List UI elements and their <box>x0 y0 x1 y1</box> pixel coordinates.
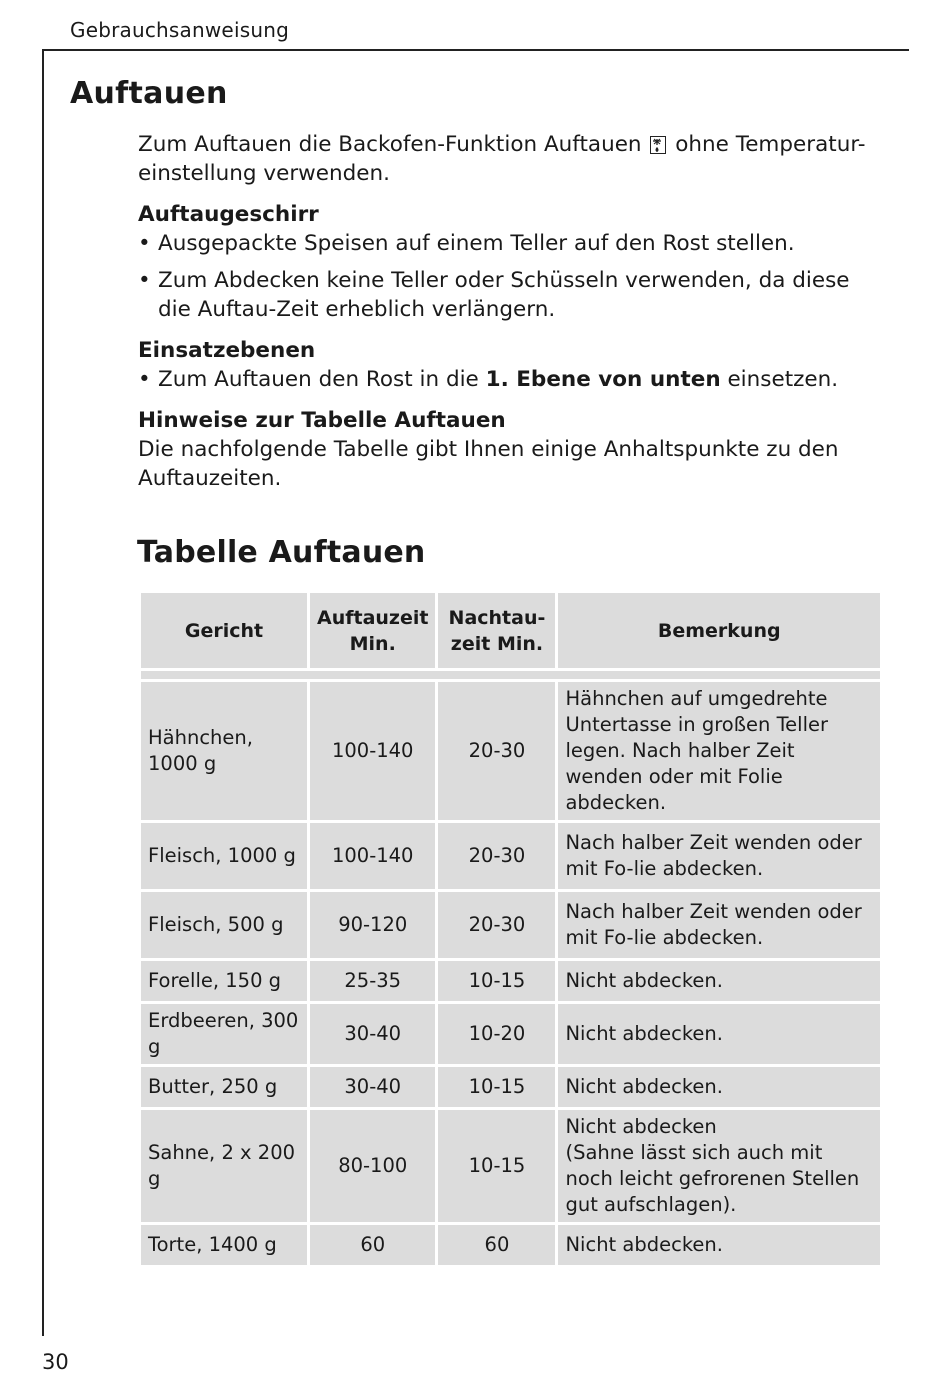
remark-cell: Nicht abdecken. <box>558 961 880 1001</box>
table-row <box>141 892 880 958</box>
header-rule <box>43 49 909 51</box>
intro-text-end: ohne Temperatur-einstellung verwenden. <box>138 132 866 186</box>
table-row <box>141 682 880 820</box>
defrost-function-icon <box>650 136 666 154</box>
page-number: 30 <box>42 1350 69 1374</box>
defrost-time-cell: 80-100 <box>310 1110 435 1222</box>
remark-cell: Nicht abdecken. <box>558 1225 880 1265</box>
dish-cell: Hähnchen, 1000 g <box>141 682 307 820</box>
remark-cell: Nicht abdecken. <box>558 1004 880 1064</box>
margin-rule <box>42 49 44 1336</box>
intro-text-start: Zum Auftauen die Backofen-Funktion Auftauen <box>138 132 642 157</box>
standing-time-cell: 20-30 <box>438 823 555 889</box>
standing-time-cell: 20-30 <box>438 682 555 820</box>
remark-cell: Nicht abdecken. <box>558 1067 880 1107</box>
remark-cell: Hähnchen auf umgedrehte Untertasse in großen Teller legen. Nach halber Zeit wenden oder mit Folie abdecken. <box>558 682 880 820</box>
column-header-standing-time: Nachtau-zeit Min. <box>438 593 555 668</box>
dish-cell: Butter, 250 g <box>141 1067 307 1107</box>
table-row <box>141 961 880 1001</box>
column-header-remark: Bemerkung <box>558 593 880 668</box>
remark-cell: Nicht abdecken (Sahne lässt sich auch mit noch leicht gefrorenen Stellen gut aufschlagen). <box>558 1110 880 1222</box>
remark-cell: Nach halber Zeit wenden oder mit Fo-lie abdecken. <box>558 892 880 958</box>
section-title: Auftauen <box>70 76 228 111</box>
hints-heading: Hinweise zur Tabelle Auftauen <box>138 408 506 433</box>
table-spacer-cell <box>141 671 880 679</box>
column-header-dish: Gericht <box>141 593 307 668</box>
list-item: • Zum Abdecken keine Teller oder Schüsseln verwenden, da diese die Auftau-Zeit erheblich verlängern. <box>138 266 888 324</box>
defrost-time-cell: 25-35 <box>310 961 435 1001</box>
table-header-row <box>141 593 880 668</box>
levels-text-start: Zum Auftauen den Rost in die <box>158 367 486 392</box>
hints-text: Die nachfolgende Tabelle gibt Ihnen einige Anhaltspunkte zu den Auftauzeiten. <box>138 437 839 491</box>
levels-heading: Einsatzebenen <box>138 338 316 363</box>
defrost-table <box>138 590 883 1268</box>
defrost-time-cell: 30-40 <box>310 1004 435 1064</box>
levels-text-end: einsetzen. <box>720 367 839 392</box>
defrost-time-cell: 60 <box>310 1225 435 1265</box>
defrost-time-cell: 30-40 <box>310 1067 435 1107</box>
section-body <box>138 130 888 493</box>
dish-cell: Torte, 1400 g <box>141 1225 307 1265</box>
dish-cell: Sahne, 2 x 200 g <box>141 1110 307 1222</box>
defrost-time-cell: 100-140 <box>310 823 435 889</box>
table-row <box>141 823 880 889</box>
table-body <box>141 671 880 1265</box>
standing-time-cell: 10-15 <box>438 1110 555 1222</box>
standing-time-cell: 10-20 <box>438 1004 555 1064</box>
dish-cell: Fleisch, 500 g <box>141 892 307 958</box>
intro-text <box>138 130 888 188</box>
defrost-time-cell: 100-140 <box>310 682 435 820</box>
list-item: • Ausgepackte Speisen auf einem Teller auf den Rost stellen. <box>138 229 888 258</box>
table-row <box>141 1067 880 1107</box>
table-row <box>141 1110 880 1222</box>
levels-text-bold: 1. Ebene von unten <box>485 367 721 392</box>
table-row <box>141 1004 880 1064</box>
remark-cell: Nach halber Zeit wenden oder mit Fo-lie abdecken. <box>558 823 880 889</box>
table-title: Tabelle Auftauen <box>137 535 426 570</box>
table-spacer <box>141 671 880 679</box>
standing-time-cell: 10-15 <box>438 1067 555 1107</box>
standing-time-cell: 20-30 <box>438 892 555 958</box>
dish-cell: Erdbeeren, 300 g <box>141 1004 307 1064</box>
standing-time-cell: 10-15 <box>438 961 555 1001</box>
dish-cell: Forelle, 150 g <box>141 961 307 1001</box>
dishes-heading: Auftaugeschirr <box>138 202 319 227</box>
list-item <box>138 365 888 394</box>
table-row <box>141 1225 880 1265</box>
standing-time-cell: 60 <box>438 1225 555 1265</box>
running-header: Gebrauchsanweisung <box>70 18 289 42</box>
dishes-list <box>138 229 888 324</box>
column-header-defrost-time: Auftauzeit Min. <box>310 593 435 668</box>
defrost-time-cell: 90-120 <box>310 892 435 958</box>
levels-list <box>138 365 888 394</box>
dish-cell: Fleisch, 1000 g <box>141 823 307 889</box>
